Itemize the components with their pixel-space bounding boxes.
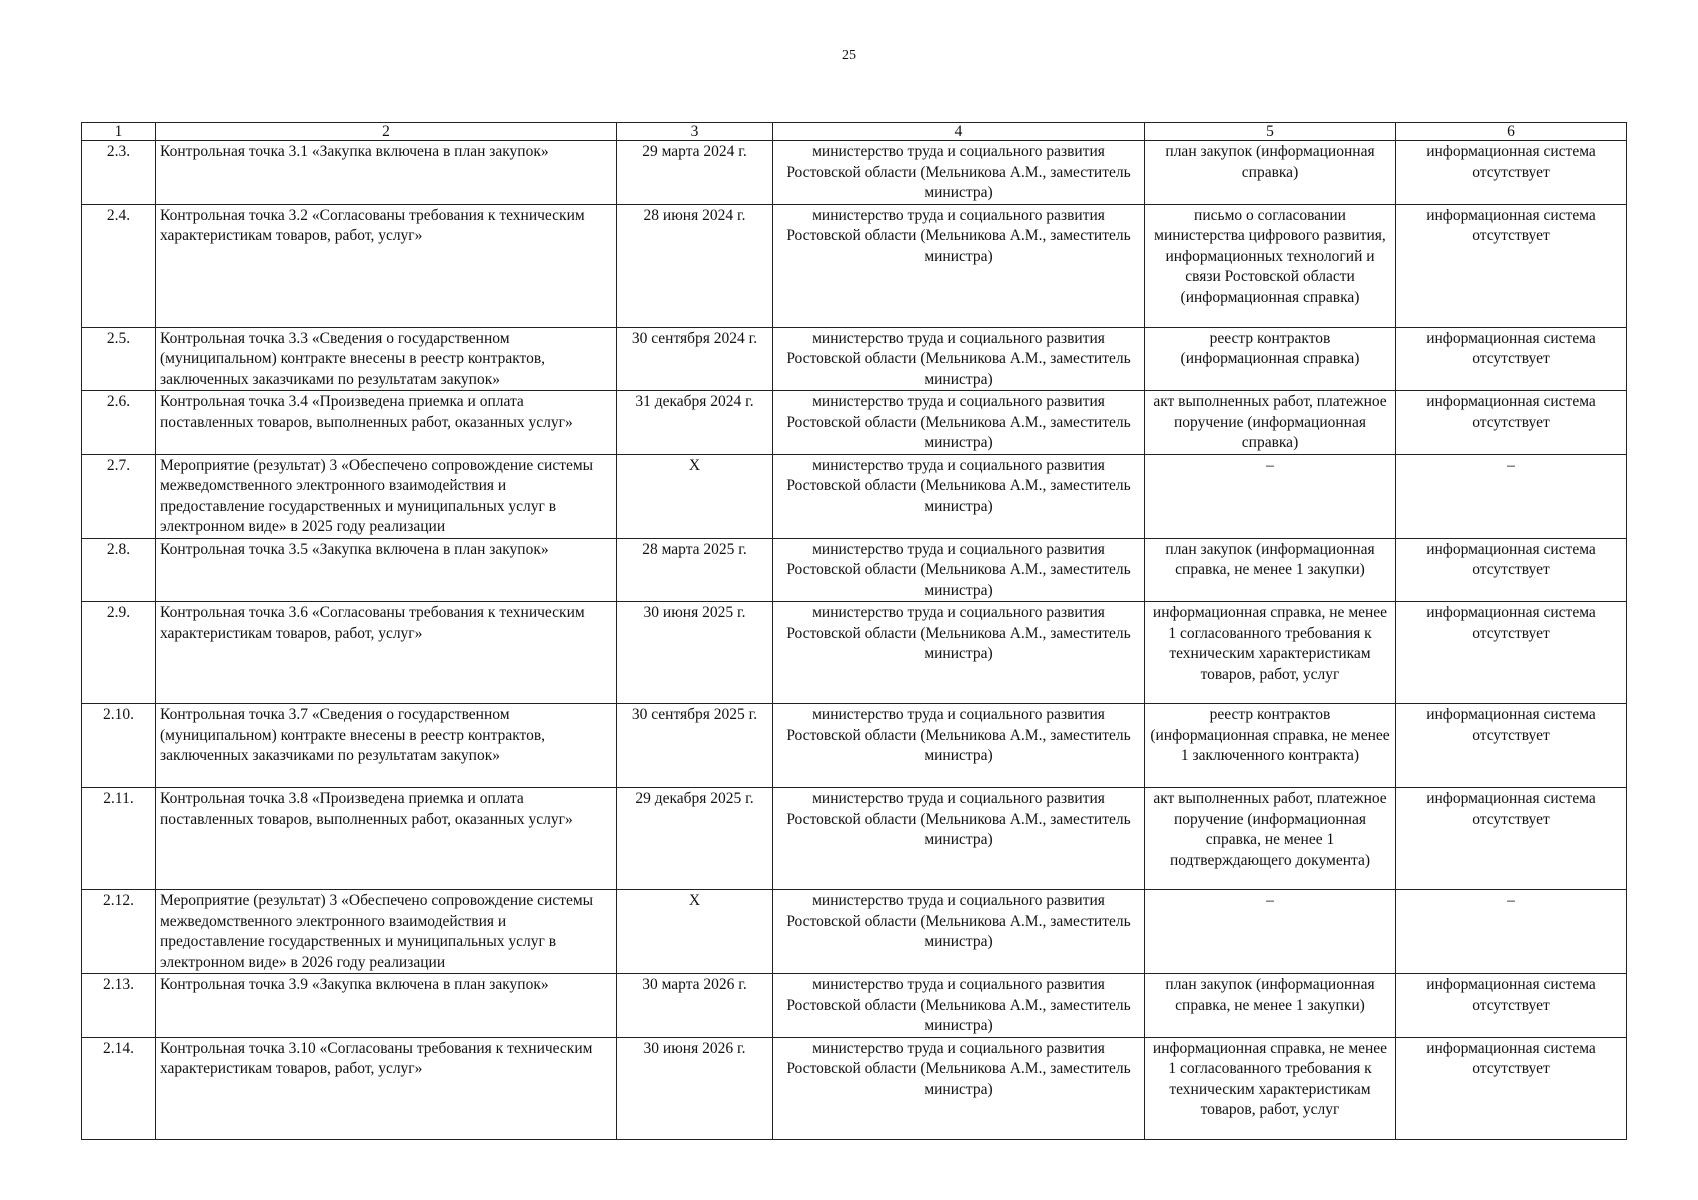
row-system-cell: информационная система отсутствует xyxy=(1396,704,1627,788)
row-system-cell: информационная система отсутствует xyxy=(1396,391,1627,455)
header-cell-4: 4 xyxy=(773,123,1145,141)
row-name-cell: Контрольная точка 3.3 «Сведения о государственном (муниципальном) контракте внесены в реестр контрактов, заключенных заказчиками по результатам закупок» xyxy=(156,327,617,391)
row-document-cell: письмо о согласовании министерства цифрового развития, информационных технологий и связи Ростовской области (информационная справка) xyxy=(1145,204,1396,327)
row-responsible-cell: министерство труда и социального развития Ростовской области (Мельникова А.М., заместитель министра) xyxy=(773,141,1145,205)
row-responsible-cell: министерство труда и социального развития Ростовской области (Мельникова А.М., заместитель министра) xyxy=(773,327,1145,391)
row-date-cell: 30 сентября 2024 г. xyxy=(617,327,773,391)
row-system-cell: – xyxy=(1396,454,1627,538)
header-cell-5: 5 xyxy=(1145,123,1396,141)
row-system-cell: информационная система отсутствует xyxy=(1396,538,1627,602)
row-name-cell: Контрольная точка 3.8 «Произведена приемка и оплата поставленных товаров, выполненных работ, оказанных услуг» xyxy=(156,788,617,890)
row-system-cell: информационная система отсутствует xyxy=(1396,602,1627,704)
table-row xyxy=(82,1037,1627,1139)
plan-table-body xyxy=(82,141,1627,1140)
row-responsible-cell: министерство труда и социального развития Ростовской области (Мельникова А.М., заместитель министра) xyxy=(773,391,1145,455)
row-name-cell: Мероприятие (результат) 3 «Обеспечено сопровождение системы межведомственного электронного взаимодействия и предоставление государственных и муниципальных услуг в электронном виде» в 2026 году реализации xyxy=(156,890,617,974)
table-row xyxy=(82,602,1627,704)
table-row xyxy=(82,454,1627,538)
header-cell-2: 2 xyxy=(156,123,617,141)
row-date-cell: 28 июня 2024 г. xyxy=(617,204,773,327)
row-responsible-cell: министерство труда и социального развития Ростовской области (Мельникова А.М., заместитель министра) xyxy=(773,890,1145,974)
row-number-cell: 2.7. xyxy=(82,454,156,538)
table-row xyxy=(82,788,1627,890)
row-document-cell: информационная справка, не менее 1 согласованного требования к техническим характеристикам товаров, работ, услуг xyxy=(1145,1037,1396,1139)
row-name-cell: Контрольная точка 3.6 «Согласованы требования к техническим характеристикам товаров, работ, услуг» xyxy=(156,602,617,704)
row-document-cell: план закупок (информационная справка, не менее 1 закупки) xyxy=(1145,974,1396,1038)
page-number: 25 xyxy=(842,48,856,63)
row-name-cell: Контрольная точка 3.5 «Закупка включена в план закупок» xyxy=(156,538,617,602)
row-responsible-cell: министерство труда и социального развития Ростовской области (Мельникова А.М., заместитель министра) xyxy=(773,1037,1145,1139)
table-row xyxy=(82,327,1627,391)
row-document-cell: план закупок (информационная справка) xyxy=(1145,141,1396,205)
row-responsible-cell: министерство труда и социального развития Ростовской области (Мельникова А.М., заместитель министра) xyxy=(773,538,1145,602)
header-cell-1: 1 xyxy=(82,123,156,141)
row-date-cell: 29 декабря 2025 г. xyxy=(617,788,773,890)
table-row xyxy=(82,974,1627,1038)
table-row xyxy=(82,141,1627,205)
row-date-cell: 28 марта 2025 г. xyxy=(617,538,773,602)
plan-table xyxy=(81,122,1627,1140)
row-document-cell: – xyxy=(1145,890,1396,974)
row-number-cell: 2.4. xyxy=(82,204,156,327)
row-document-cell: акт выполненных работ, платежное поручение (информационная справка, не менее 1 подтверждающего документа) xyxy=(1145,788,1396,890)
row-responsible-cell: министерство труда и социального развития Ростовской области (Мельникова А.М., заместитель министра) xyxy=(773,788,1145,890)
table-row xyxy=(82,890,1627,974)
row-date-cell: 31 декабря 2024 г. xyxy=(617,391,773,455)
row-number-cell: 2.8. xyxy=(82,538,156,602)
row-number-cell: 2.6. xyxy=(82,391,156,455)
table-row xyxy=(82,538,1627,602)
row-number-cell: 2.10. xyxy=(82,704,156,788)
table-row xyxy=(82,391,1627,455)
row-document-cell: реестр контрактов (информационная справка, не менее 1 заключенного контракта) xyxy=(1145,704,1396,788)
row-document-cell: реестр контрактов (информационная справка) xyxy=(1145,327,1396,391)
row-document-cell: – xyxy=(1145,454,1396,538)
header-cell-6: 6 xyxy=(1396,123,1627,141)
row-number-cell: 2.5. xyxy=(82,327,156,391)
row-responsible-cell: министерство труда и социального развития Ростовской области (Мельникова А.М., заместитель министра) xyxy=(773,704,1145,788)
row-number-cell: 2.12. xyxy=(82,890,156,974)
row-date-cell: X xyxy=(617,454,773,538)
row-date-cell: X xyxy=(617,890,773,974)
row-name-cell: Контрольная точка 3.10 «Согласованы требования к техническим характеристикам товаров, работ, услуг» xyxy=(156,1037,617,1139)
row-system-cell: информационная система отсутствует xyxy=(1396,141,1627,205)
row-date-cell: 30 июня 2026 г. xyxy=(617,1037,773,1139)
row-name-cell: Контрольная точка 3.2 «Согласованы требования к техническим характеристикам товаров, работ, услуг» xyxy=(156,204,617,327)
row-system-cell: информационная система отсутствует xyxy=(1396,1037,1627,1139)
row-responsible-cell: министерство труда и социального развития Ростовской области (Мельникова А.М., заместитель министра) xyxy=(773,454,1145,538)
row-document-cell: план закупок (информационная справка, не менее 1 закупки) xyxy=(1145,538,1396,602)
row-document-cell: информационная справка, не менее 1 согласованного требования к техническим характеристикам товаров, работ, услуг xyxy=(1145,602,1396,704)
row-name-cell: Контрольная точка 3.9 «Закупка включена в план закупок» xyxy=(156,974,617,1038)
row-number-cell: 2.3. xyxy=(82,141,156,205)
header-row xyxy=(82,123,1627,141)
row-date-cell: 30 июня 2025 г. xyxy=(617,602,773,704)
row-responsible-cell: министерство труда и социального развития Ростовской области (Мельникова А.М., заместитель министра) xyxy=(773,204,1145,327)
row-system-cell: – xyxy=(1396,890,1627,974)
row-number-cell: 2.14. xyxy=(82,1037,156,1139)
row-number-cell: 2.13. xyxy=(82,974,156,1038)
row-document-cell: акт выполненных работ, платежное поручение (информационная справка) xyxy=(1145,391,1396,455)
table-row xyxy=(82,704,1627,788)
row-name-cell: Мероприятие (результат) 3 «Обеспечено сопровождение системы межведомственного электронного взаимодействия и предоставление государственных и муниципальных услуг в электронном виде» в 2025 году реализации xyxy=(156,454,617,538)
row-date-cell: 29 марта 2024 г. xyxy=(617,141,773,205)
row-date-cell: 30 марта 2026 г. xyxy=(617,974,773,1038)
row-number-cell: 2.11. xyxy=(82,788,156,890)
row-responsible-cell: министерство труда и социального развития Ростовской области (Мельникова А.М., заместитель министра) xyxy=(773,602,1145,704)
row-date-cell: 30 сентября 2025 г. xyxy=(617,704,773,788)
row-name-cell: Контрольная точка 3.4 «Произведена приемка и оплата поставленных товаров, выполненных работ, оказанных услуг» xyxy=(156,391,617,455)
row-system-cell: информационная система отсутствует xyxy=(1396,974,1627,1038)
table-row xyxy=(82,204,1627,327)
header-cell-3: 3 xyxy=(617,123,773,141)
row-number-cell: 2.9. xyxy=(82,602,156,704)
row-system-cell: информационная система отсутствует xyxy=(1396,204,1627,327)
row-system-cell: информационная система отсутствует xyxy=(1396,788,1627,890)
row-responsible-cell: министерство труда и социального развития Ростовской области (Мельникова А.М., заместитель министра) xyxy=(773,974,1145,1038)
row-name-cell: Контрольная точка 3.7 «Сведения о государственном (муниципальном) контракте внесены в реестр контрактов, заключенных заказчиками по результатам закупок» xyxy=(156,704,617,788)
row-name-cell: Контрольная точка 3.1 «Закупка включена в план закупок» xyxy=(156,141,617,205)
row-system-cell: информационная система отсутствует xyxy=(1396,327,1627,391)
